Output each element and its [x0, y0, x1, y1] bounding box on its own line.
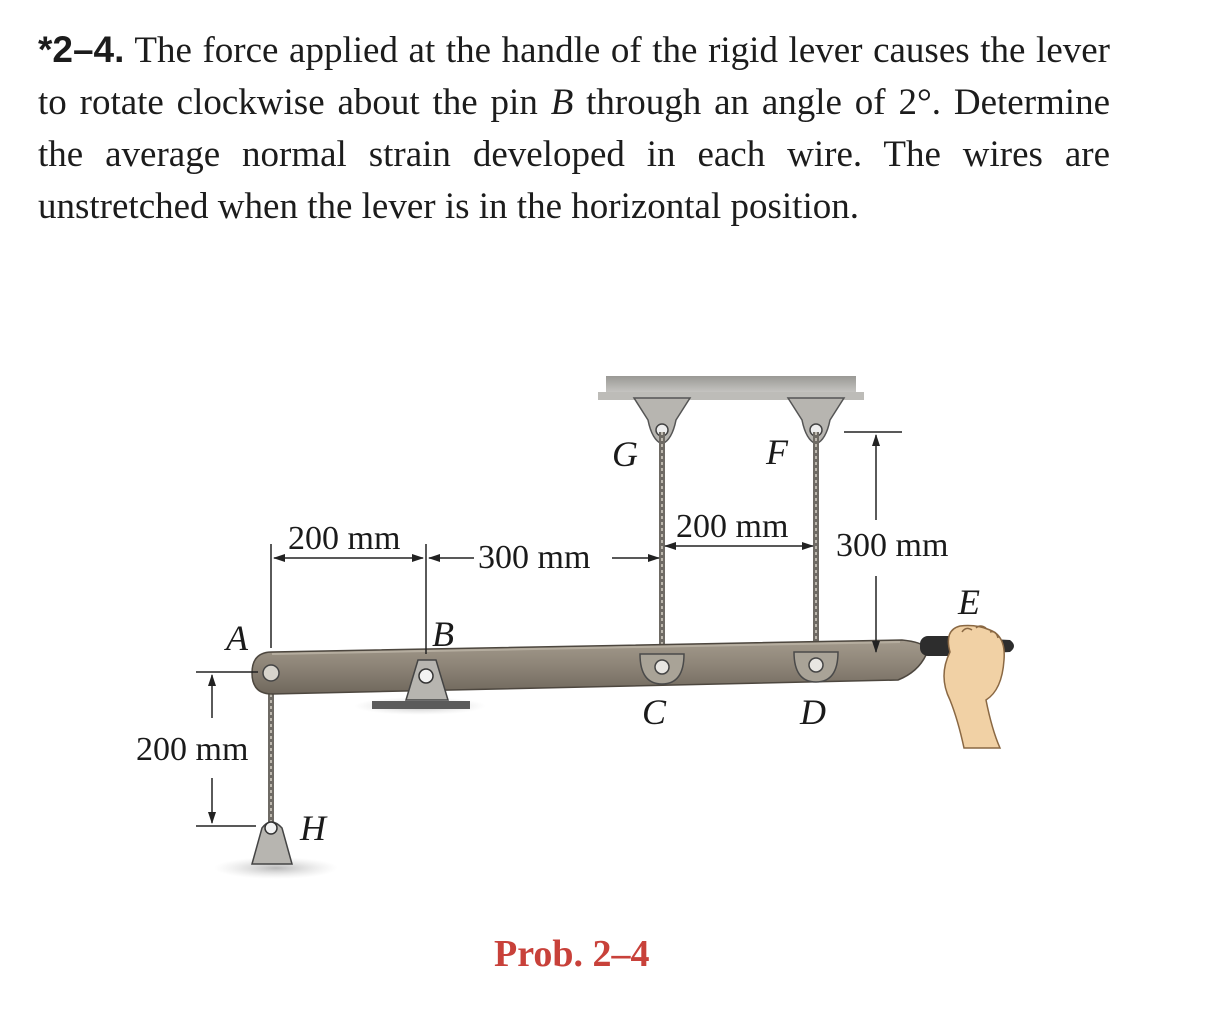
dim-wire-ah-label: 200 mm — [136, 731, 249, 768]
dim-a-b-label: 200 mm — [288, 520, 401, 557]
problem-number: *2–4. — [38, 29, 125, 70]
problem-text-part2: through an angle of 2°. Determine the average normal strain developed in each wire. The wires are unstretched when the lever is in the horizontal position. — [38, 82, 1110, 227]
problem-pin-label: B — [550, 82, 574, 123]
dim-b-c-label: 300 mm — [478, 539, 591, 576]
point-label-f: F — [766, 432, 788, 472]
handle-hand — [920, 626, 1014, 749]
support-h — [252, 822, 292, 864]
dim-c-d-label: 200 mm — [676, 508, 789, 545]
point-label-h: H — [300, 808, 326, 848]
point-label-d: D — [800, 692, 826, 732]
point-label-a: A — [226, 618, 248, 658]
problem-text-part1: The force applied at the handle of the rigid lever causes the lever to rotate clockwise about the pin — [38, 30, 1110, 123]
point-label-c: C — [642, 692, 667, 732]
figure-caption: Prob. 2–4 — [494, 933, 650, 975]
dim-a-b — [271, 544, 426, 654]
ceiling — [598, 376, 864, 400]
dim-wire-df-label: 300 mm — [836, 527, 949, 564]
point-label-g: G — [612, 434, 638, 474]
point-label-e: E — [958, 582, 980, 622]
point-label-b: B — [432, 614, 454, 654]
